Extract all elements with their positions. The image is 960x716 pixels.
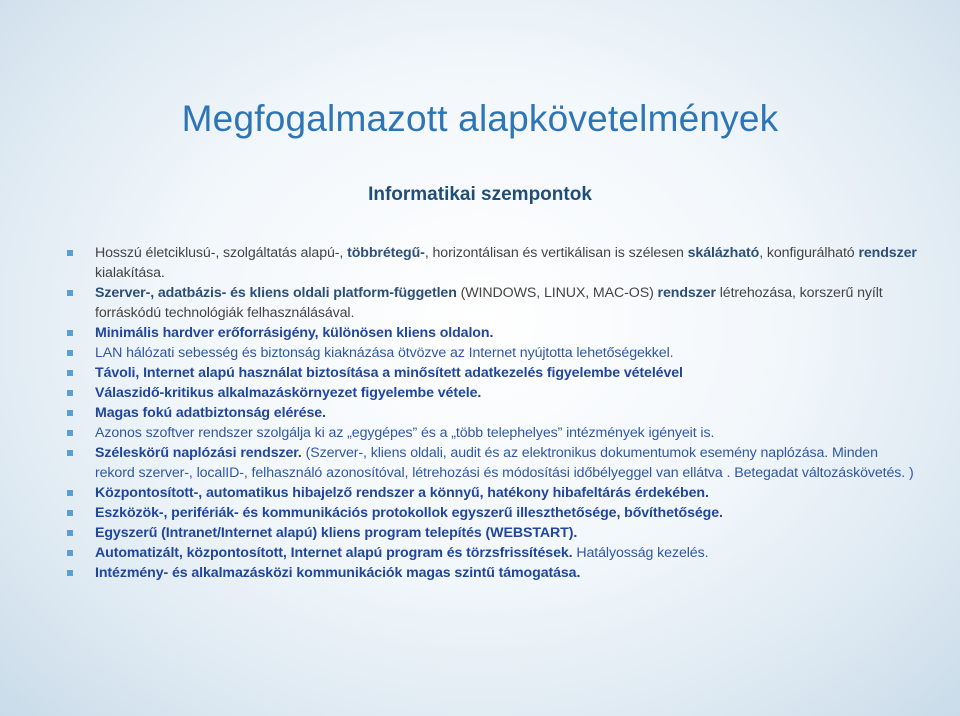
requirement-text: (Szerver-, kliens oldali, audit és az elektronikus dokumentumok esemény naplózása. Minden rekord szerver-, localID-, felhasználó azonosítóval, létrehozási és módosítási időbélyeggel van ellátva . Betegadat változáskövetés. )	[95, 445, 914, 481]
square-bullet-icon	[67, 530, 73, 536]
requirement-text-bold: Minimális hardver erőforrásigény, különösen kliens oldalon.	[95, 325, 494, 341]
requirement-text-bold: Válaszidő-kritikus alkalmazáskörnyezet figyelembe vétele.	[95, 385, 482, 401]
requirement-item	[67, 503, 917, 523]
requirement-item	[67, 563, 917, 583]
requirement-item	[67, 243, 917, 283]
square-bullet-icon	[67, 350, 73, 356]
requirement-item	[67, 383, 917, 403]
square-bullet-icon	[67, 430, 73, 436]
requirement-text-bold: Magas fokú adatbiztonság elérése.	[95, 405, 326, 421]
square-bullet-icon	[67, 510, 73, 516]
square-bullet-icon	[67, 250, 73, 256]
requirement-text-bold: többrétegű-	[347, 245, 425, 261]
square-bullet-icon	[67, 450, 73, 456]
square-bullet-icon	[67, 490, 73, 496]
requirement-text-bold: Távoli, Internet alapú használat biztosítása a minősített adatkezelés figyelembe vételével	[95, 365, 683, 381]
requirement-item	[67, 443, 917, 483]
requirement-item	[67, 283, 917, 323]
requirement-text-bold: Automatizált, központosított, Internet alapú program és törzsfrissítések.	[95, 545, 573, 561]
requirement-item	[67, 543, 917, 563]
square-bullet-icon	[67, 370, 73, 376]
requirement-text: LAN hálózati sebesség és biztonság kiaknázása ötvözve az Internet nyújtotta lehetőségekkel.	[95, 345, 674, 361]
requirement-item	[67, 523, 917, 543]
square-bullet-icon	[67, 290, 73, 296]
requirement-text-bold: Intézmény- és alkalmazásközi kommunikációk magas szintű támogatása.	[95, 565, 581, 581]
square-bullet-icon	[67, 390, 73, 396]
requirement-text-bold: rendszer	[858, 245, 917, 261]
requirement-text: kialakítása.	[95, 265, 165, 281]
requirement-text-bold: Szerver-, adatbázis- és kliens oldali platform-független	[95, 285, 457, 301]
requirement-item	[67, 323, 917, 343]
slide-subtitle: Informatikai szempontok	[368, 184, 592, 205]
requirement-item	[67, 483, 917, 503]
square-bullet-icon	[67, 410, 73, 416]
requirement-text-bold: Széleskörű naplózási rendszer.	[95, 445, 302, 461]
requirement-text-bold: Egyszerű (Intranet/Internet alapú) kliens program telepítés (WEBSTART).	[95, 525, 578, 541]
requirement-text-bold: rendszer	[657, 285, 716, 301]
requirement-text-bold: Eszközök-, perifériák- és kommunikációs protokollok egyszerű illeszthetősége, bővíthetősége.	[95, 505, 723, 521]
requirement-text: , horizontálisan és vertikálisan is szélesen	[424, 245, 688, 261]
square-bullet-icon	[67, 570, 73, 576]
requirement-item	[67, 403, 917, 423]
slide-title: Megfogalmazott alapkövetelmények	[181, 98, 779, 139]
requirement-text: Azonos szoftver rendszer szolgálja ki az „egygépes” és a „több telephelyes” intézmények igényeit is.	[95, 425, 715, 441]
requirement-text-bold: skálázható	[687, 245, 760, 261]
square-bullet-icon	[67, 330, 73, 336]
requirement-text-bold: Központosított-, automatikus hibajelző rendszer a könnyű, hatékony hibafeltárás érdekében.	[95, 485, 709, 501]
square-bullet-icon	[67, 550, 73, 556]
requirement-text: Hatályosság kezelés.	[572, 545, 709, 561]
requirement-item	[67, 363, 917, 383]
requirements-list	[67, 243, 917, 583]
requirement-text: (WINDOWS, LINUX, MAC-OS)	[456, 285, 658, 301]
requirement-text: Hosszú életciklusú-, szolgáltatás alapú-,	[95, 245, 348, 261]
requirement-item	[67, 423, 917, 443]
requirement-text: , konfigurálható	[759, 245, 859, 261]
requirement-item	[67, 343, 917, 363]
requirement-text: létrehozása, korszerű nyílt forráskódú technológiák felhasználásával.	[95, 285, 883, 321]
